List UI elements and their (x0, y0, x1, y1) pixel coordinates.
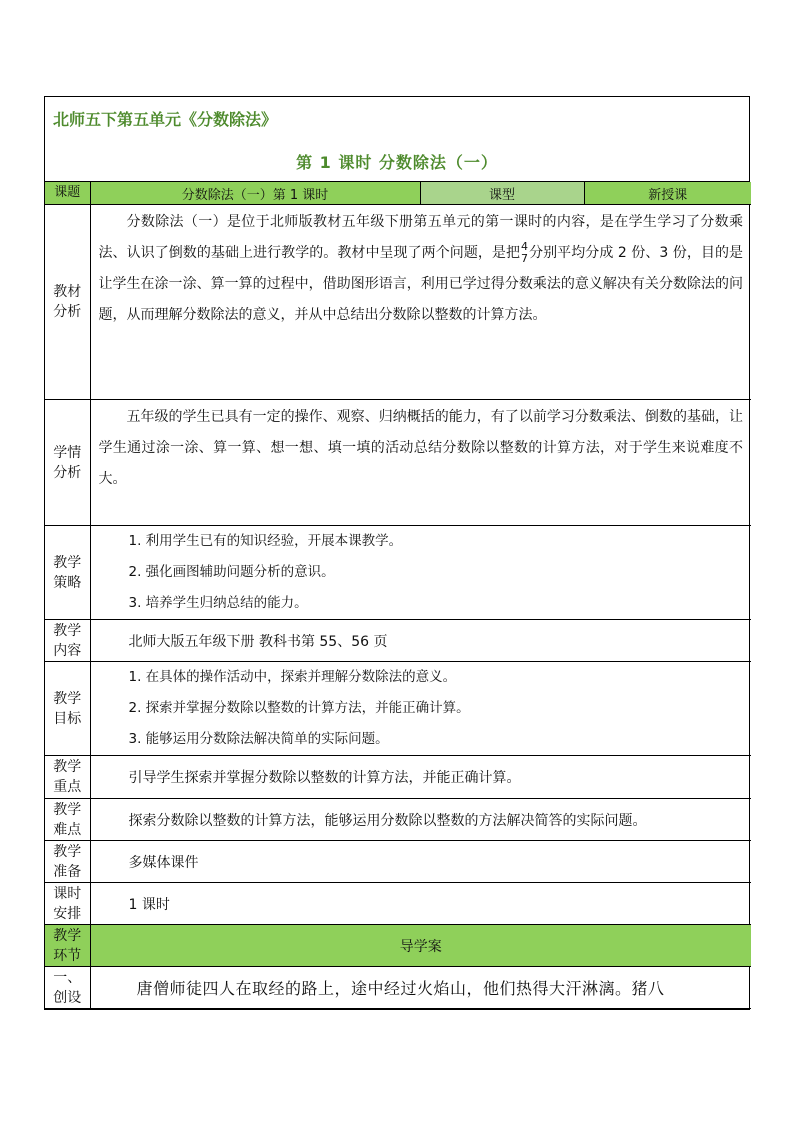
learners-row (45, 400, 751, 526)
goals-list (91, 662, 752, 755)
content-label: 教学 内容 (45, 620, 90, 662)
stage-one-label: 一、 创设 (45, 967, 90, 1009)
fraction-four-sevenths: 4 7 (521, 240, 529, 265)
strategy-label: 教学 策略 (45, 526, 90, 620)
unit-title: 北师五下第五单元《分数除法》 (53, 110, 278, 129)
difficulties-text: 探索分数除以整数的计算方法，能够运用分数除以整数的方法解决简答的实际问题。 (90, 799, 751, 841)
difficulties-row (45, 799, 751, 841)
lesson-plan-frame (44, 96, 750, 1010)
key-points-text: 引导学生探索并掌握分数除以整数的计算方法，并能正确计算。 (90, 756, 751, 799)
schedule-row (45, 883, 751, 925)
learners-label: 学情 分析 (45, 400, 90, 526)
learners-text: 五年级的学生已具有一定的操作、观察、归纳概括的能力，有了以前学习分数乘法、倒数的基础，让学生通过涂一涂、算一算、想一想、填一填的活动总结分数除以整数的计算方法，对于学生来说难度不大。 (98, 409, 743, 487)
list-item: 2. 探索并掌握分数除以整数的计算方法，并能正确计算。 (128, 700, 470, 716)
schedule-label: 课时 安排 (45, 883, 90, 925)
strategy-list (91, 526, 752, 619)
lesson-plan-document (44, 96, 750, 1010)
strategy-cell (90, 526, 751, 620)
process-label: 教学 环节 (45, 925, 90, 967)
stage-one-text: 唐僧师徒四人在取经的路上，途中经过火焰山，他们热得大汗淋漓。猪八 (90, 967, 751, 1009)
materials-row (45, 205, 751, 400)
materials-text: 分数除法（一）是位于北师版教材五年级下册第五单元的第一课时的内容，是在学生学习了分数乘法、认识了倒数的基础上进行教学的。教材中呈现了两个问题，是把 4 7 分别平均分成 2 份、3 份，目的是让学生在涂一涂、算一算的过程中，借助图形语言，利用已学过得分数乘法的意义解决有关分数除法的问题，从而理解分数除法的意义，并从中总结出分数除以整数的计算方法。 (98, 214, 744, 323)
lesson-type-value: 新授课 (584, 182, 751, 205)
goals-label: 教学 目标 (45, 662, 90, 756)
goals-row (45, 662, 751, 756)
key-points-label: 教学 重点 (45, 756, 90, 799)
list-item: 1. 在具体的操作活动中，探索并理解分数除法的意义。 (128, 669, 457, 685)
topic-value: 分数除法（一）第 1 课时 (90, 182, 420, 205)
preparation-label: 教学 准备 (45, 841, 90, 883)
lesson-subtitle: 第 1 课时 分数除法（一） (296, 153, 498, 172)
goals-cell (90, 662, 751, 756)
topic-label: 课题 (45, 182, 90, 205)
difficulties-label: 教学 难点 (45, 799, 90, 841)
key-points-row (45, 756, 751, 799)
lesson-type-label: 课型 (420, 182, 584, 205)
document-header (45, 97, 749, 182)
list-item: 3. 能够运用分数除法解决简单的实际问题。 (128, 731, 389, 747)
content-row (45, 620, 751, 662)
learners-cell (90, 400, 751, 526)
list-item: 1. 利用学生已有的知识经验，开展本课教学。 (128, 533, 403, 549)
materials-label: 教材 分析 (45, 205, 90, 400)
list-item: 2. 强化画图辅助问题分析的意识。 (128, 564, 335, 580)
stage-one-row (45, 967, 751, 1009)
process-row (45, 925, 751, 967)
schedule-text: 1 课时 (90, 883, 751, 925)
content-text: 北师大版五年级下册 教科书第 55、56 页 (90, 620, 751, 662)
strategy-row (45, 526, 751, 620)
lesson-table (45, 182, 751, 1009)
topic-row (45, 182, 751, 205)
materials-cell (90, 205, 751, 400)
preparation-row (45, 841, 751, 883)
preparation-text: 多媒体课件 (90, 841, 751, 883)
list-item: 3. 培养学生归纳总结的能力。 (128, 595, 308, 611)
guided-learning-heading: 导学案 (90, 925, 751, 967)
